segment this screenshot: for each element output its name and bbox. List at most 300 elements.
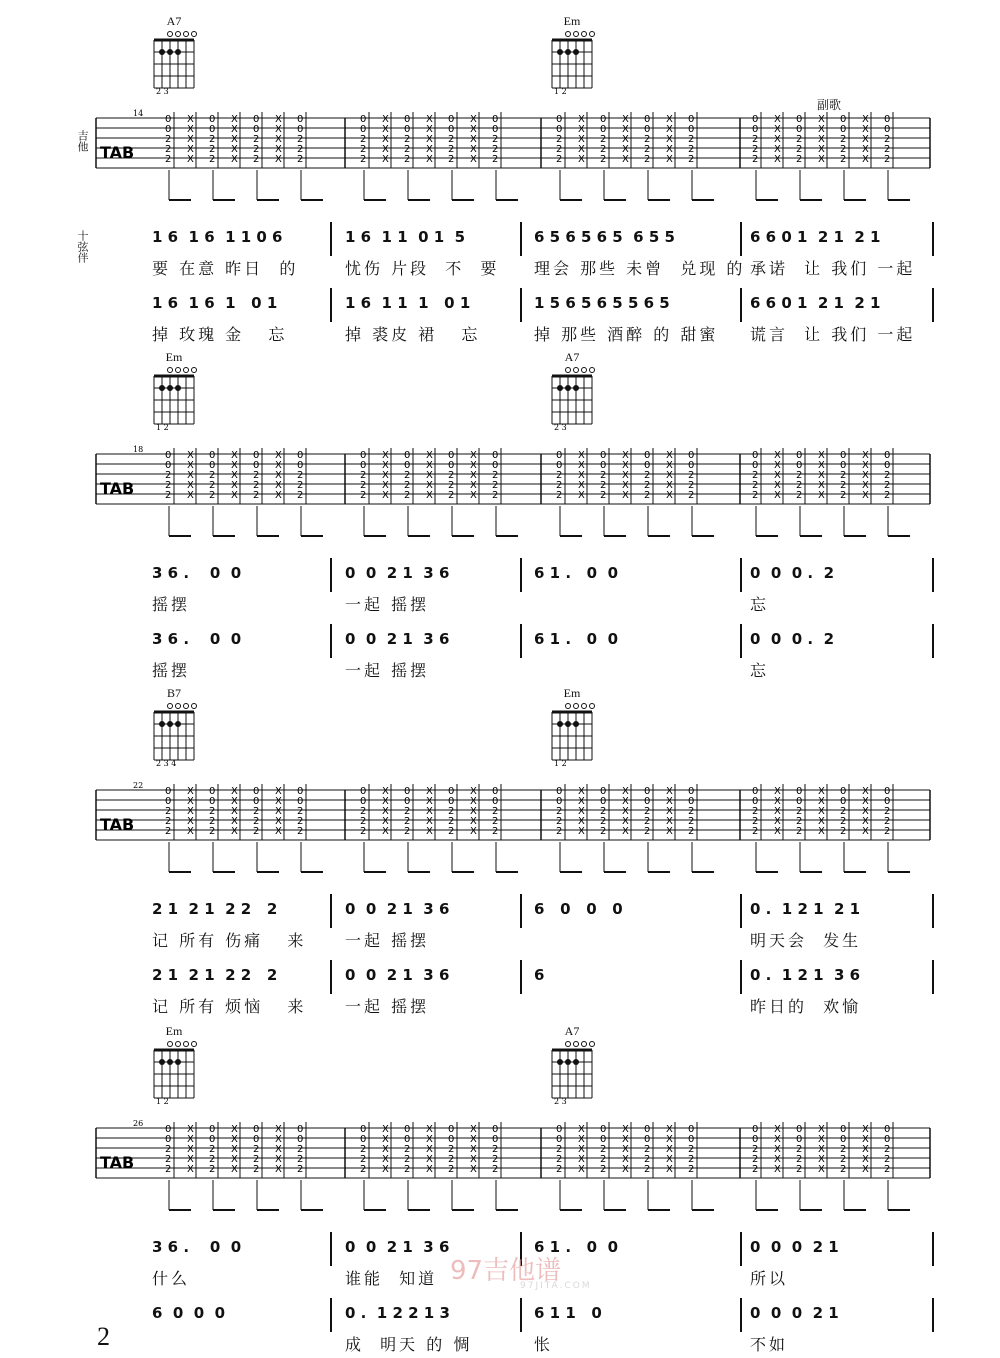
finger-numbers: 1 2	[156, 423, 169, 430]
jianpu-bar-line	[330, 1298, 332, 1332]
fret-number: X	[862, 134, 869, 145]
chord-grid	[150, 364, 200, 430]
fret-number: X	[774, 1144, 781, 1155]
fret-number: X	[275, 1164, 282, 1175]
lyrics: 不如	[750, 1335, 789, 1354]
fret-number: X	[774, 1134, 781, 1145]
fret-number: X	[818, 470, 825, 481]
fret-number: X	[470, 786, 477, 797]
fret-number: X	[622, 1144, 629, 1155]
fret-number: 2	[688, 490, 695, 501]
jianpu-notes: 6 6 0 1 2 1 2 1	[750, 294, 881, 312]
fret-number: X	[470, 144, 477, 155]
fret-number: 2	[840, 1164, 847, 1175]
finger-numbers: 2 3	[156, 87, 169, 94]
fret-number: 2	[644, 490, 651, 501]
fret-number: 2	[360, 490, 367, 501]
jianpu-bar-line	[330, 894, 332, 928]
fret-number: 2	[209, 470, 216, 481]
fret-number: X	[275, 796, 282, 807]
jianpu-bar-line	[330, 1232, 332, 1266]
fret-number: X	[426, 470, 433, 481]
side-label-accomp: 十弦伴	[76, 230, 89, 263]
fret-number: 2	[297, 806, 304, 817]
fret-number: X	[774, 470, 781, 481]
fret-number: X	[382, 806, 389, 817]
fret-number: 2	[360, 826, 367, 837]
fret-number: 2	[492, 134, 499, 145]
jianpu-notes: 0 0 0 2 1	[750, 1238, 839, 1256]
open-string-mark	[590, 1042, 595, 1047]
fret-number: 2	[360, 1154, 367, 1165]
fret-number: 2	[796, 826, 803, 837]
fret-number: 2	[404, 480, 411, 491]
fret-number: 0	[404, 796, 411, 807]
fret-number: X	[666, 154, 673, 165]
lyrics: 一起 摇摆	[345, 997, 430, 1016]
fret-number: 2	[492, 826, 499, 837]
music-system	[0, 0, 1000, 344]
fret-number: 2	[165, 144, 172, 155]
open-string-mark	[566, 1042, 571, 1047]
fret-number: X	[862, 154, 869, 165]
fret-number: 2	[209, 816, 216, 827]
fret-number: X	[578, 144, 585, 155]
fret-number: 0	[448, 1134, 455, 1145]
fret-number: X	[578, 460, 585, 471]
fret-number: 0	[253, 786, 260, 797]
fret-number: X	[774, 114, 781, 125]
fret-number: 0	[556, 460, 563, 471]
fret-number: X	[470, 124, 477, 135]
jianpu-notes: 6 1 . 0 0	[534, 630, 619, 648]
fret-number: 2	[644, 134, 651, 145]
fret-number: X	[578, 154, 585, 165]
fret-number: 2	[840, 826, 847, 837]
lyrics: 明天会 发生	[750, 931, 862, 950]
lyrics: 掉 那些 酒醉 的 甜蜜	[534, 325, 719, 344]
jianpu-bar-line	[932, 624, 934, 658]
chord-grid	[150, 28, 200, 94]
fret-number: 2	[404, 490, 411, 501]
fret-number: 2	[556, 134, 563, 145]
fret-number: X	[275, 124, 282, 135]
finger-dot	[159, 49, 165, 55]
open-string-mark	[566, 32, 571, 37]
open-string-mark	[192, 368, 197, 373]
fret-number: 0	[644, 1124, 651, 1135]
fret-number: 0	[165, 114, 172, 125]
fret-number: X	[774, 1124, 781, 1135]
fret-number: 2	[600, 1164, 607, 1175]
fret-number: X	[426, 490, 433, 501]
open-string-mark	[176, 1042, 181, 1047]
open-string-mark	[184, 368, 189, 373]
fret-number: 0	[600, 796, 607, 807]
fret-number: X	[622, 154, 629, 165]
fret-number: 2	[688, 1154, 695, 1165]
fret-number: 2	[209, 490, 216, 501]
fret-number: X	[622, 786, 629, 797]
fret-number: 2	[884, 480, 891, 491]
jianpu-bar-line	[330, 960, 332, 994]
fret-number: X	[818, 1124, 825, 1135]
fret-number: 2	[404, 134, 411, 145]
fret-number: X	[622, 796, 629, 807]
fret-number: 0	[209, 786, 216, 797]
fret-number: X	[862, 450, 869, 461]
fret-number: 2	[297, 816, 304, 827]
fret-number: X	[275, 826, 282, 837]
fret-number: 0	[644, 1134, 651, 1145]
fret-number: 2	[752, 490, 759, 501]
fret-number: 2	[688, 144, 695, 155]
fret-number: X	[666, 1164, 673, 1175]
finger-numbers: 2 3	[554, 1097, 567, 1104]
fret-number: X	[187, 816, 194, 827]
fret-number: X	[578, 816, 585, 827]
fret-number: 2	[884, 816, 891, 827]
jianpu-notes: 2 1 2 1 2 2 2	[152, 900, 278, 918]
lyrics: 理会 那些 未曾 兑现 的	[534, 259, 746, 278]
jianpu-bar-line	[520, 288, 522, 322]
fret-number: X	[578, 124, 585, 135]
fret-number: 2	[165, 1154, 172, 1165]
fret-number: 2	[884, 806, 891, 817]
jianpu-notes: 0 . 1 2 1 3 6	[750, 966, 861, 984]
fret-number: X	[622, 816, 629, 827]
fret-number: 0	[360, 796, 367, 807]
fret-number: 0	[165, 1134, 172, 1145]
chord-grid	[548, 1038, 598, 1104]
fret-number: X	[275, 470, 282, 481]
lyrics: 一起 摇摆	[345, 661, 430, 680]
fret-number: X	[862, 490, 869, 501]
fret-number: 2	[209, 1154, 216, 1165]
fret-number: X	[275, 1124, 282, 1135]
jianpu-bar-line	[330, 288, 332, 322]
fret-number: 2	[297, 1144, 304, 1155]
fret-number: X	[382, 1134, 389, 1145]
fret-number: 2	[448, 490, 455, 501]
fret-number: X	[818, 1164, 825, 1175]
fret-number: 0	[556, 114, 563, 125]
fret-number: X	[666, 470, 673, 481]
open-string-mark	[168, 704, 173, 709]
jianpu-notes: 3 6 . 0 0	[152, 1238, 242, 1256]
lyrics: 要 在意 昨日 的	[152, 259, 299, 278]
finger-dot	[159, 721, 165, 727]
fret-number: 0	[796, 796, 803, 807]
fret-number: 2	[448, 1154, 455, 1165]
fret-number: 2	[165, 1144, 172, 1155]
fret-number: X	[187, 786, 194, 797]
fret-number: 2	[297, 1164, 304, 1175]
fret-number: X	[578, 470, 585, 481]
fret-number: 0	[644, 460, 651, 471]
fret-number: 0	[253, 450, 260, 461]
fret-number: 2	[492, 816, 499, 827]
fret-number: 2	[796, 816, 803, 827]
fret-number: X	[426, 154, 433, 165]
fret-number: 2	[884, 144, 891, 155]
fret-number: X	[426, 450, 433, 461]
fret-number: X	[187, 1124, 194, 1135]
fret-number: X	[382, 796, 389, 807]
fret-number: 2	[600, 806, 607, 817]
lyrics: 什么	[152, 1269, 191, 1288]
fret-number: 2	[492, 490, 499, 501]
open-string-mark	[192, 704, 197, 709]
fret-number: 2	[752, 1144, 759, 1155]
fret-number: 2	[688, 480, 695, 491]
fret-number: 2	[448, 134, 455, 145]
fret-number: X	[774, 1154, 781, 1165]
fret-number: 2	[360, 1164, 367, 1175]
fret-number: X	[231, 114, 238, 125]
fret-number: 0	[600, 450, 607, 461]
fret-number: X	[382, 1154, 389, 1165]
fret-number: 0	[600, 1134, 607, 1145]
fret-number: X	[666, 114, 673, 125]
fret-number: 2	[644, 1144, 651, 1155]
fret-number: 2	[556, 1164, 563, 1175]
fret-number: 2	[404, 1154, 411, 1165]
fret-number: X	[774, 144, 781, 155]
fret-number: X	[578, 796, 585, 807]
fret-number: 0	[404, 786, 411, 797]
jianpu-notes: 0 0 2 1 3 6	[345, 1238, 450, 1256]
fret-number: X	[382, 490, 389, 501]
fret-number: X	[275, 490, 282, 501]
fret-number: 2	[556, 806, 563, 817]
fret-number: 2	[209, 134, 216, 145]
fret-number: 2	[688, 134, 695, 145]
fret-number: 0	[297, 1134, 304, 1145]
fret-number: 0	[253, 124, 260, 135]
fret-number: 0	[404, 460, 411, 471]
fret-number: X	[862, 144, 869, 155]
fret-number: X	[382, 816, 389, 827]
fret-number: X	[231, 806, 238, 817]
fret-number: X	[818, 816, 825, 827]
fret-number: 0	[360, 450, 367, 461]
fret-number: X	[187, 1134, 194, 1145]
finger-dot	[557, 1059, 563, 1065]
fret-number: X	[187, 806, 194, 817]
fret-number: 0	[752, 1134, 759, 1145]
fret-number: X	[231, 460, 238, 471]
fret-number: X	[382, 1144, 389, 1155]
finger-dot	[167, 385, 173, 391]
jianpu-bar-line	[932, 1232, 934, 1266]
chord-name: A7	[564, 350, 580, 364]
fret-number: 2	[492, 470, 499, 481]
fret-number: 2	[492, 1164, 499, 1175]
fret-number: 2	[165, 806, 172, 817]
fret-number: 2	[796, 490, 803, 501]
fret-number: X	[774, 450, 781, 461]
fret-number: X	[382, 114, 389, 125]
fret-number: X	[382, 826, 389, 837]
measure-number: 18	[133, 445, 144, 454]
fret-number: 0	[688, 786, 695, 797]
fret-number: 2	[556, 826, 563, 837]
jianpu-bar-line	[330, 222, 332, 256]
fret-number: X	[382, 144, 389, 155]
fret-number: 0	[253, 114, 260, 125]
fret-number: X	[818, 490, 825, 501]
fret-number: 2	[404, 1164, 411, 1175]
chord-grid	[548, 28, 598, 94]
fret-number: 2	[556, 144, 563, 155]
fret-number: 2	[556, 490, 563, 501]
fret-number: 0	[492, 796, 499, 807]
fret-number: X	[818, 460, 825, 471]
chord-name: Em	[563, 14, 581, 28]
fret-number: 0	[688, 114, 695, 125]
fret-number: X	[862, 806, 869, 817]
fret-number: 0	[796, 460, 803, 471]
fret-number: 2	[796, 154, 803, 165]
jianpu-bar-line	[932, 1298, 934, 1332]
fret-number: 0	[492, 124, 499, 135]
fret-number: 2	[600, 480, 607, 491]
fret-number: 0	[404, 124, 411, 135]
open-string-mark	[192, 32, 197, 37]
fret-number: 2	[840, 806, 847, 817]
fret-number: 2	[253, 1144, 260, 1155]
open-string-mark	[176, 704, 181, 709]
fret-number: 0	[752, 460, 759, 471]
fret-number: X	[862, 816, 869, 827]
fret-number: 0	[448, 786, 455, 797]
watermark: 97吉他谱 97JITA.COM	[450, 1256, 592, 1291]
fret-number: 2	[644, 154, 651, 165]
fret-number: 0	[360, 460, 367, 471]
fret-number: 2	[492, 1144, 499, 1155]
fret-number: X	[666, 124, 673, 135]
open-string-mark	[590, 704, 595, 709]
fret-number: 0	[840, 450, 847, 461]
fret-number: 2	[165, 1164, 172, 1175]
fret-number: 0	[360, 124, 367, 135]
fret-number: X	[578, 786, 585, 797]
fret-number: 0	[297, 114, 304, 125]
fret-number: 0	[752, 796, 759, 807]
finger-dot	[565, 1059, 571, 1065]
fret-number: 2	[884, 134, 891, 145]
fret-number: X	[187, 796, 194, 807]
fret-number: 2	[360, 480, 367, 491]
fret-number: X	[470, 1134, 477, 1145]
fret-number: 2	[360, 144, 367, 155]
fret-number: 0	[297, 796, 304, 807]
fret-number: X	[470, 114, 477, 125]
fret-number: 2	[752, 816, 759, 827]
fret-number: X	[231, 1134, 238, 1145]
jianpu-notes: 0 . 1 2 1 2 1	[750, 900, 861, 918]
measure-number: 22	[133, 781, 144, 790]
fret-number: X	[275, 1134, 282, 1145]
lyrics: 一起 摇摆	[345, 595, 430, 614]
fret-number: 0	[688, 450, 695, 461]
lyrics: 成 明天 的 惆	[345, 1335, 473, 1354]
finger-dot	[167, 721, 173, 727]
fret-number: 0	[360, 1124, 367, 1135]
fret-number: X	[622, 114, 629, 125]
open-string-mark	[184, 1042, 189, 1047]
fret-number: 2	[297, 144, 304, 155]
fret-number: X	[470, 1124, 477, 1135]
tab-staff	[0, 444, 1000, 644]
fret-number: X	[187, 154, 194, 165]
fret-number: X	[275, 786, 282, 797]
fret-number: 2	[600, 470, 607, 481]
fret-number: 0	[492, 786, 499, 797]
fret-number: X	[382, 470, 389, 481]
fret-number: 2	[253, 134, 260, 145]
open-string-mark	[566, 704, 571, 709]
fret-number: X	[622, 1164, 629, 1175]
fret-number: 0	[752, 124, 759, 135]
fret-number: X	[275, 114, 282, 125]
fret-number: X	[578, 1154, 585, 1165]
fret-number: X	[426, 806, 433, 817]
fret-number: X	[862, 480, 869, 491]
fret-number: 2	[360, 470, 367, 481]
fret-number: 0	[840, 786, 847, 797]
fret-number: 2	[600, 826, 607, 837]
fret-number: X	[774, 1164, 781, 1175]
fret-number: 2	[165, 826, 172, 837]
jianpu-notes: 6 1 . 0 0	[534, 1238, 619, 1256]
fret-number: X	[187, 470, 194, 481]
fret-number: X	[818, 806, 825, 817]
jianpu-bar-line	[520, 558, 522, 592]
fret-number: X	[426, 144, 433, 155]
fret-number: 0	[448, 796, 455, 807]
finger-dot	[573, 49, 579, 55]
fret-number: X	[862, 470, 869, 481]
fret-number: 0	[688, 796, 695, 807]
fret-number: X	[818, 1144, 825, 1155]
fret-number: X	[862, 124, 869, 135]
fret-number: X	[275, 154, 282, 165]
fret-number: X	[666, 796, 673, 807]
fret-number: 2	[360, 1144, 367, 1155]
jianpu-notes: 0 0 0 . 2	[750, 630, 835, 648]
music-system	[0, 336, 1000, 680]
fret-number: 2	[752, 154, 759, 165]
chord-name: B7	[166, 686, 181, 700]
fret-number: X	[275, 460, 282, 471]
fret-number: 2	[297, 1154, 304, 1165]
fret-number: X	[818, 796, 825, 807]
fret-number: 2	[209, 1164, 216, 1175]
fret-number: 0	[688, 124, 695, 135]
jianpu-notes: 6	[534, 966, 545, 984]
fret-number: X	[426, 114, 433, 125]
fret-number: 0	[165, 124, 172, 135]
tab-clef: TAB	[100, 815, 135, 834]
fret-number: 0	[448, 450, 455, 461]
fret-number: 2	[448, 144, 455, 155]
lyrics: 怅	[534, 1335, 554, 1354]
fret-number: X	[382, 1164, 389, 1175]
fret-number: 0	[884, 124, 891, 135]
fret-number: X	[622, 1124, 629, 1135]
